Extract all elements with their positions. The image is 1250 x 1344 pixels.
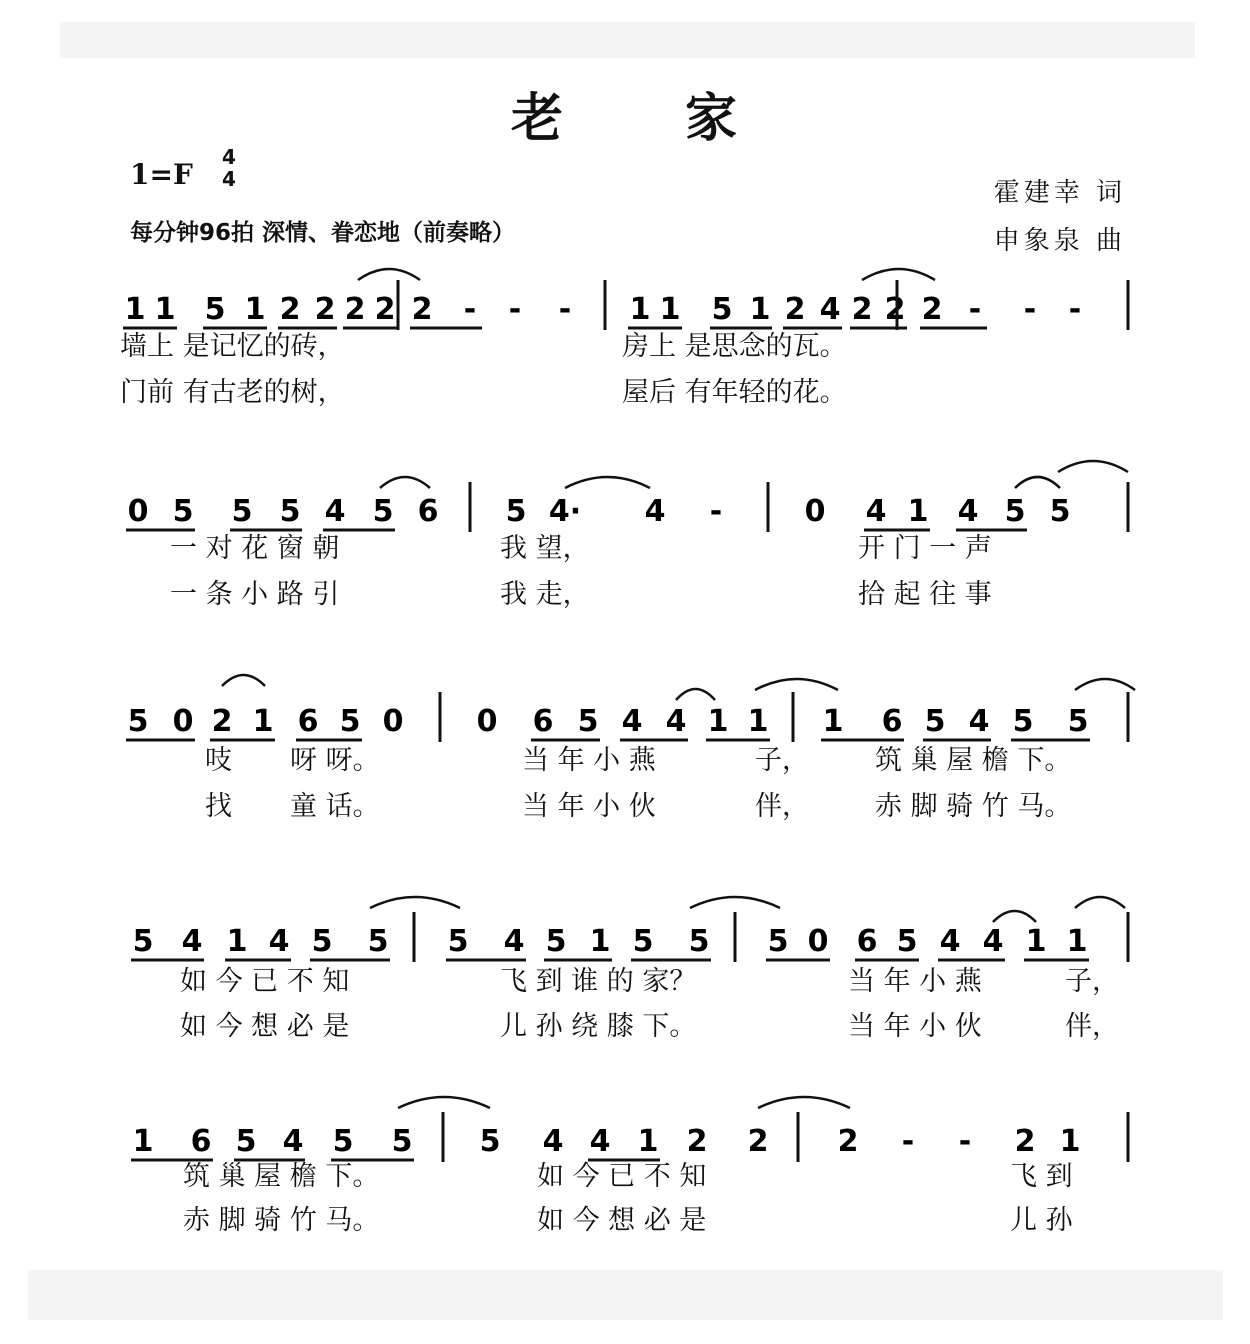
note-1-20: 2: [884, 292, 906, 327]
composer-credit: 申象泉 曲: [993, 226, 1126, 256]
note-1-4: 1: [244, 292, 266, 327]
note-5-15: -: [958, 1124, 972, 1159]
note-3-18: 4: [968, 704, 990, 739]
note-3-15: 1: [822, 704, 844, 739]
lyric-row5-verse1-seg1: 筑 巢 屋 檐 下。: [183, 1161, 380, 1192]
note-4-13: 5: [767, 924, 789, 959]
lyric-row4-verse1-seg1: 如 今 已 不 知: [180, 966, 350, 997]
lyric-row4-verse2-seg2: 儿 孙 绕 膝 下。: [500, 1011, 697, 1042]
slur-8: [676, 689, 715, 700]
note-5-2: 6: [190, 1124, 212, 1159]
lyric-row1-verse2-seg2: 屋后 有年轻的花。: [622, 377, 847, 408]
note-5-10: 1: [637, 1124, 659, 1159]
note-4-5: 5: [311, 924, 333, 959]
note-1-2: 1: [154, 292, 176, 327]
time-numerator: 4: [222, 145, 236, 169]
note-4-3: 1: [226, 924, 248, 959]
lyric-row4-verse2-seg3: 当 年 小 伙: [848, 1011, 982, 1042]
lyric-row3-verse2-seg1: 找: [205, 791, 232, 822]
title-char-1: 老: [510, 88, 565, 149]
note-2-7: 6: [417, 494, 439, 529]
slur-13: [993, 911, 1036, 922]
note-1-10: -: [463, 292, 477, 327]
slur-12: [690, 897, 780, 908]
lyric-row4-verse1-seg4: 子，: [1065, 966, 1119, 997]
note-3-6: 5: [339, 704, 361, 739]
note-1-1: 1: [124, 292, 146, 327]
slur-14: [1075, 897, 1125, 908]
note-2-17: 5: [1049, 494, 1071, 529]
note-5-7: 5: [479, 1124, 501, 1159]
lyric-row4-verse1-seg3: 当 年 小 燕: [848, 966, 982, 997]
note-1-18: 4: [819, 292, 841, 327]
note-5-13: 2: [837, 1124, 859, 1159]
tempo-marking: 每分钟96拍 深情、眷恋地（前奏略）: [130, 220, 516, 246]
note-1-23: -: [1023, 292, 1037, 327]
note-4-16: 5: [896, 924, 918, 959]
note-2-16: 5: [1004, 494, 1026, 529]
note-4-10: 1: [589, 924, 611, 959]
note-3-10: 5: [577, 704, 599, 739]
note-2-15: 4: [957, 494, 979, 529]
note-3-3: 2: [211, 704, 233, 739]
note-1-11: -: [508, 292, 522, 327]
note-1-7: 2: [344, 292, 366, 327]
note-5-16: 2: [1014, 1124, 1036, 1159]
note-4-15: 6: [856, 924, 878, 959]
note-4-1: 5: [132, 924, 154, 959]
note-2-5: 4: [324, 494, 346, 529]
lyric-row3-verse2-seg2: 童 话。: [290, 791, 380, 822]
lyric-row3-verse2-seg5: 赤 脚 骑 竹 马。: [875, 791, 1072, 822]
lyric-row3-verse1-seg2: 呀 呀。: [290, 745, 380, 776]
note-1-9: 2: [411, 292, 433, 327]
note-2-8: 5: [505, 494, 527, 529]
note-1-17: 2: [784, 292, 806, 327]
note-1-16: 1: [749, 292, 771, 327]
lyric-row1-verse1-seg2: 房上 是思念的瓦。: [622, 331, 847, 362]
lyric-row5-verse1-seg3: 飞 到: [1010, 1161, 1073, 1192]
note-4-17: 4: [939, 924, 961, 959]
lyric-row3-verse1-seg1: 吱: [205, 745, 232, 776]
slur-10: [1075, 679, 1135, 690]
slur-16: [758, 1097, 850, 1108]
note-2-9: 4·: [548, 494, 582, 529]
slur-11: [370, 897, 460, 908]
lyric-row3-verse1-seg5: 筑 巢 屋 檐 下。: [875, 745, 1072, 776]
lyric-row5-verse2-seg2: 如 今 想 必 是: [537, 1205, 707, 1236]
note-5-17: 1: [1059, 1124, 1081, 1159]
lyric-row4-verse1-seg2: 飞 到 谁 的 家？: [500, 966, 697, 997]
lyric-row5-verse2-seg1: 赤 脚 骑 竹 马。: [183, 1205, 380, 1236]
note-4-19: 1: [1025, 924, 1047, 959]
note-3-17: 5: [924, 704, 946, 739]
note-3-20: 5: [1067, 704, 1089, 739]
note-5-14: -: [901, 1124, 915, 1159]
note-3-12: 4: [665, 704, 687, 739]
note-4-8: 4: [503, 924, 525, 959]
note-3-4: 1: [252, 704, 274, 739]
note-2-11: -: [709, 494, 723, 529]
slur-15: [398, 1097, 490, 1108]
note-2-10: 4: [644, 494, 666, 529]
slur-1: [358, 269, 420, 280]
note-5-11: 2: [686, 1124, 708, 1159]
note-2-12: 0: [804, 494, 826, 529]
note-4-2: 4: [181, 924, 203, 959]
note-3-8: 0: [476, 704, 498, 739]
lyric-row4-verse2-seg4: 伴，: [1065, 1011, 1119, 1042]
note-4-4: 4: [268, 924, 290, 959]
note-1-13: 1: [629, 292, 651, 327]
slur-4: [565, 477, 650, 488]
note-2-14: 1: [907, 494, 929, 529]
slur-2: [862, 269, 935, 280]
time-denominator: 4: [222, 167, 236, 191]
note-5-8: 4: [542, 1124, 564, 1159]
slur-9: [755, 679, 838, 690]
note-2-6: 5: [372, 494, 394, 529]
note-1-19: 2: [851, 292, 873, 327]
lyric-row5-verse1-seg2: 如 今 已 不 知: [537, 1161, 707, 1192]
note-4-20: 1: [1066, 924, 1088, 959]
note-3-13: 1: [707, 704, 729, 739]
lyric-row2-verse1-seg2: 我 望，: [500, 533, 590, 564]
note-5-1: 1: [132, 1124, 154, 1159]
note-4-18: 4: [982, 924, 1004, 959]
lyric-row3-verse1-seg4: 子，: [755, 745, 809, 776]
note-3-1: 5: [127, 704, 149, 739]
lyric-row1-verse1-seg1: 墙上 是记忆的砖，: [120, 331, 345, 362]
note-1-5: 2: [279, 292, 301, 327]
note-4-7: 5: [447, 924, 469, 959]
slur-3: [380, 477, 430, 488]
note-1-21: 2: [921, 292, 943, 327]
note-1-6: 2: [314, 292, 336, 327]
note-3-2: 0: [172, 704, 194, 739]
note-3-11: 4: [621, 704, 643, 739]
slur-6: [1058, 461, 1128, 472]
note-3-19: 5: [1012, 704, 1034, 739]
note-1-12: -: [558, 292, 572, 327]
note-5-12: 2: [747, 1124, 769, 1159]
note-2-3: 5: [231, 494, 253, 529]
lyric-row2-verse1-seg3: 开 门 一 声: [858, 533, 992, 564]
lyric-row3-verse2-seg4: 伴，: [755, 791, 809, 822]
note-1-22: -: [968, 292, 982, 327]
lyric-row3-verse1-seg3: 当 年 小 燕: [522, 745, 656, 776]
lyric-row3-verse2-seg3: 当 年 小 伙: [522, 791, 656, 822]
note-1-14: 1: [659, 292, 681, 327]
lyric-row2-verse2-seg2: 我 走，: [500, 579, 590, 610]
note-1-8: 2: [374, 292, 396, 327]
note-2-1: 0: [127, 494, 149, 529]
note-2-4: 5: [279, 494, 301, 529]
note-5-9: 4: [589, 1124, 611, 1159]
note-2-2: 5: [172, 494, 194, 529]
note-3-14: 1: [747, 704, 769, 739]
note-1-15: 5: [711, 292, 733, 327]
note-4-9: 5: [545, 924, 567, 959]
note-3-9: 6: [532, 704, 554, 739]
note-4-11: 5: [632, 924, 654, 959]
lyricist-credit: 霍建幸 词: [993, 178, 1126, 208]
slur-5: [1015, 477, 1060, 488]
note-5-4: 4: [282, 1124, 304, 1159]
note-5-3: 5: [235, 1124, 257, 1159]
slur-7: [222, 675, 265, 686]
note-3-5: 6: [297, 704, 319, 739]
lyric-row2-verse2-seg1: 一 条 小 路 引: [170, 579, 340, 610]
title-char-2: 家: [685, 88, 740, 149]
lyric-row1-verse2-seg1: 门前 有古老的树，: [120, 377, 345, 408]
note-3-7: 0: [382, 704, 404, 739]
lyric-row2-verse1-seg1: 一 对 花 窗 朝: [170, 533, 340, 564]
note-4-6: 5: [367, 924, 389, 959]
lyric-row5-verse2-seg3: 儿 孙: [1010, 1205, 1073, 1236]
key-signature: 1=F: [130, 158, 193, 191]
note-1-24: -: [1068, 292, 1082, 327]
note-1-3: 5: [204, 292, 226, 327]
lyric-row4-verse2-seg1: 如 今 想 必 是: [180, 1011, 350, 1042]
note-2-13: 4: [865, 494, 887, 529]
note-3-16: 6: [881, 704, 903, 739]
note-4-12: 5: [688, 924, 710, 959]
note-4-14: 0: [807, 924, 829, 959]
lyric-row2-verse2-seg3: 拾 起 往 事: [858, 579, 992, 610]
note-5-5: 5: [332, 1124, 354, 1159]
note-5-6: 5: [391, 1124, 413, 1159]
